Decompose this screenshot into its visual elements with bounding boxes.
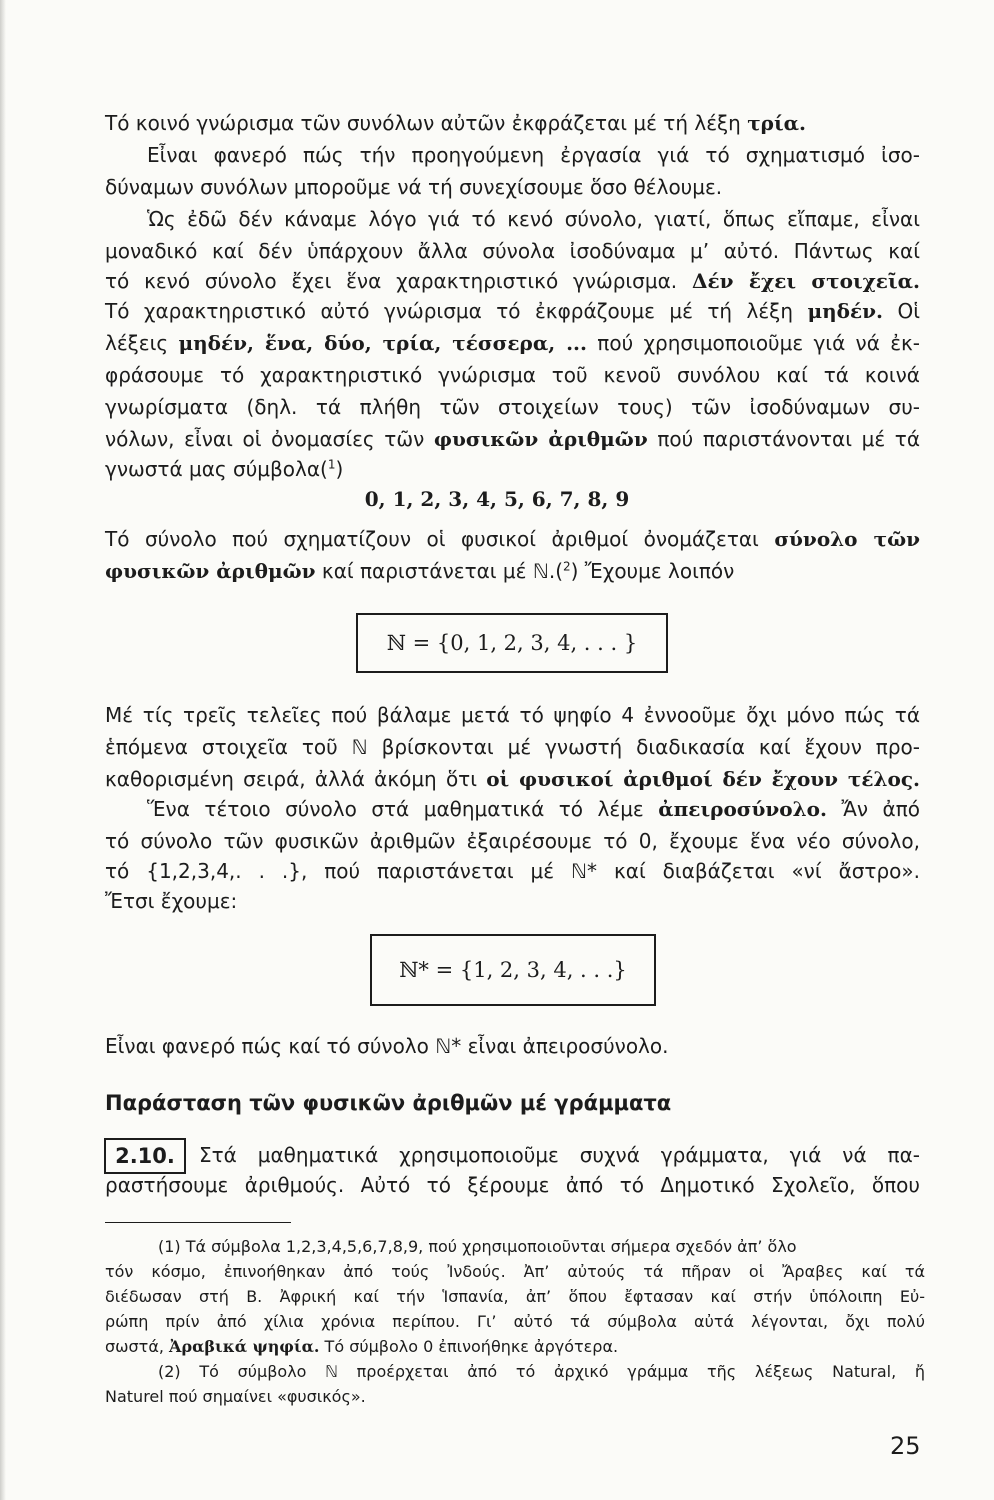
footnote-line: σωστά, Ἀραβικά ψηφία. Τό σύμβολο 0 ἐπινοήθηκε ἀργότερα.	[105, 1337, 619, 1356]
page-number: 25	[890, 1432, 921, 1460]
body-line: λέξεις μηδέν, ἕνα, δύο, τρία, τέσσερα, ... πού χρησιμοποιοῦμε γιά νά ἐκ-	[105, 331, 921, 355]
body-line: Στά μαθηματικά χρησιμοποιοῦμε συχνά γράμματα, γιά νά πα-	[199, 1143, 920, 1167]
body-line: φυσικῶν ἀριθμῶν καί παριστάνεται μέ ℕ.($^2$) Ἔχουμε λοιπόν	[105, 559, 735, 583]
body-line: Τό σύνολο πού σχηματίζουν οἱ φυσικοί ἀριθμοί ὀνομάζεται σύνολο τῶν	[105, 527, 920, 551]
natural-numbers-set-box: ℕ = {0, 1, 2, 3, 4, . . . }	[356, 613, 668, 673]
body-line: ἑπόμενα στοιχεῖα τοῦ ℕ βρίσκονται μέ γνωστή διαδικασία καί ἔχουν προ-	[105, 735, 920, 759]
footnote-line: (1) Τά σύμβολα 1,2,3,4,5,6,7,8,9, πού χρησιμοποιοῦνται σήμερα σχεδόν ἀπ’ ὅλο	[158, 1237, 797, 1256]
body-line: Μέ τίς τρεῖς τελεῖες πού βάλαμε μετά τό ψηφίο 4 ἐννοοῦμε ὄχι μόνο πώς τά	[105, 703, 920, 727]
digits-line: 0, 1, 2, 3, 4, 5, 6, 7, 8, 9	[364, 487, 630, 511]
footnote-line: Naturel πού σημαίνει «φυσικός».	[105, 1387, 366, 1406]
footnote-rule	[105, 1222, 291, 1223]
section-number-box: 2.10.	[104, 1138, 186, 1174]
body-line: τό σύνολο τῶν φυσικῶν ἀριθμῶν ἐξαιρέσουμε τό 0, ἔχουμε ἕνα νέο σύνολο,	[105, 829, 920, 853]
footnote-line: τόν κόσμο, ἐπινοήθηκαν ἀπό τούς Ἰνδούς. Ἀπ’ αὐτούς τά πῆραν οἱ Ἄραβες καί τά	[105, 1262, 925, 1281]
body-line: δύναμων συνόλων μποροῦμε νά τή συνεχίσουμε ὅσο θέλουμε.	[105, 175, 723, 199]
body-line: Εἶναι φανερό πώς τήν προηγούμενη ἐργασία γιά τό σχηματισμό ἰσο-	[147, 143, 920, 167]
footnote-line: (2) Τό σύμβολο ℕ προέρχεται ἀπό τό ἀρχικό γράμμα τῆς λέξεως Natural, ἤ	[158, 1362, 925, 1381]
body-line: τό κενό σύνολο ἔχει ἕνα χαρακτηριστικό γνώρισμα. Δέν ἔχει στοιχεῖα.	[105, 269, 921, 293]
body-line: γνωρίσματα (δηλ. τά πλήθη τῶν στοιχείων τους) τῶν ἰσοδύναμων συ-	[105, 395, 920, 419]
body-line: τό {1,2,3,4,. . .}, πού παριστάνεται μέ ℕ* καί διαβάζεται «νί ἄστρο».	[105, 859, 920, 883]
body-line: Ἔτσι ἔχουμε:	[105, 889, 238, 913]
body-line: μοναδικό καί δέν ὑπάρχουν ἄλλα σύνολα ἰσοδύναμα μ’ αὐτό. Πάντως καί	[105, 239, 920, 263]
section-heading: Παράσταση τῶν φυσικῶν ἀριθμῶν μέ γράμματα	[105, 1091, 672, 1115]
body-line: γνωστά μας σύμβολα($^1$)	[105, 457, 344, 481]
body-line: Τό χαρακτηριστικό αὐτό γνώρισμα τό ἐκφράζουμε μέ τή λέξη μηδέν. Οἱ	[105, 299, 920, 323]
body-line: Ὡς ἐδῶ δέν κάναμε λόγο γιά τό κενό σύνολο, γιατί, ὅπως εἴπαμε, εἶναι	[147, 207, 920, 231]
footnote-line: ρώπη πρίν ἀπό χίλια χρόνια περίπου. Γι’ αὐτό τά σύμβολα αὐτά λέγονται, ὄχι πολύ	[105, 1312, 925, 1331]
body-line: καθορισμένη σειρά, ἀλλά ἀκόμη ὅτι οἱ φυσικοί ἀριθμοί δέν ἔχουν τέλος.	[105, 767, 920, 791]
body-line: Τό κοινό γνώρισμα τῶν συνόλων αὐτῶν ἐκφράζεται μέ τή λέξη τρία.	[105, 111, 806, 135]
body-line: νόλων, εἶναι οἱ ὀνομασίες τῶν φυσικῶν ἀριθμῶν πού παριστάνονται μέ τά	[105, 427, 921, 451]
body-line: Εἶναι φανερό πώς καί τό σύνολο ℕ* εἶναι ἀπειροσύνολο.	[105, 1034, 669, 1058]
body-line: φράσουμε τό χαρακτηριστικό γνώρισμα τοῦ κενοῦ συνόλου καί τά κοινά	[105, 363, 920, 387]
footnote-line: διέδωσαν στή Β. Ἀφρική καί τήν Ἱσπανία, ἀπ’ ὅπου ἔφτασαν καί στήν ὑπόλοιπη Εὐ-	[105, 1287, 925, 1306]
natural-numbers-star-set-box: ℕ* = {1, 2, 3, 4, . . .}	[370, 934, 656, 1006]
body-line: ραστήσουμε ἀριθμούς. Αὐτό τό ξέρουμε ἀπό τό Δημοτικό Σχολεῖο, ὅπου	[105, 1173, 920, 1197]
body-line: Ἕνα τέτοιο σύνολο στά μαθηματικά τό λέμε ἀπειροσύνολο. Ἄν ἀπό	[147, 797, 921, 821]
